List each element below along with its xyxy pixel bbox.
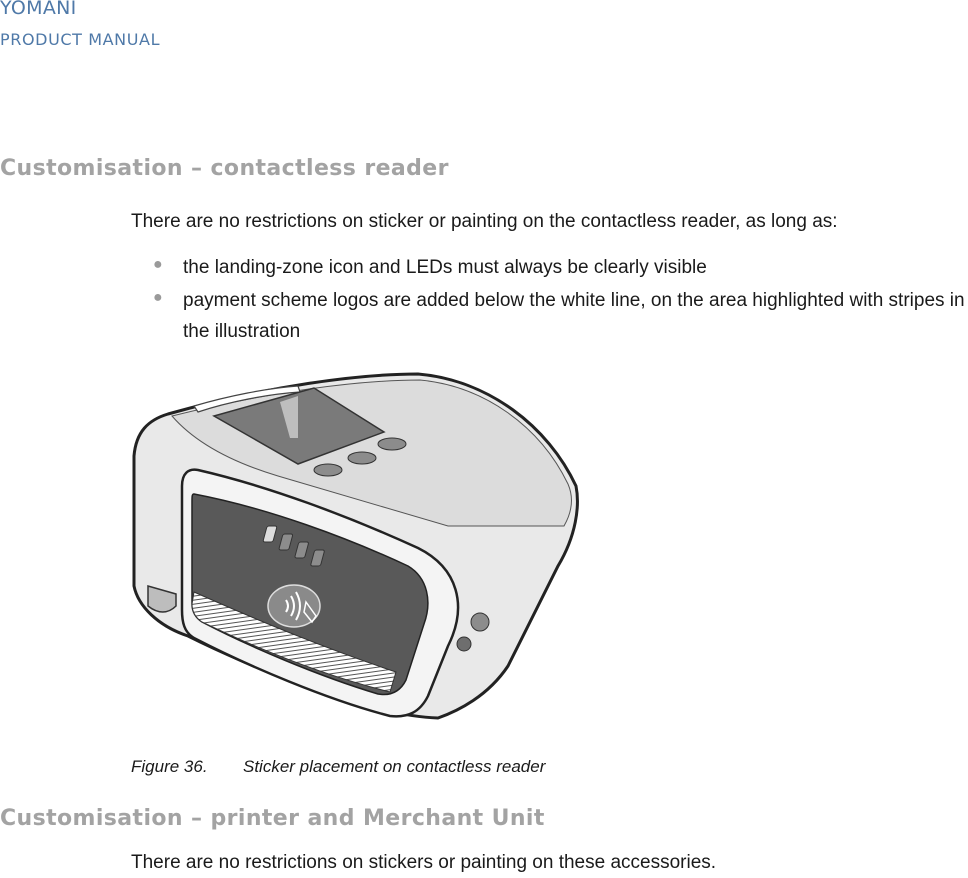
function-button — [348, 452, 376, 464]
list-item-text: the landing-zone icon and LEDs must always be clearly visible — [183, 257, 707, 278]
bullet-icon: ● — [153, 289, 163, 306]
function-button — [314, 464, 342, 476]
header-product-name: YOMANI — [0, 0, 77, 19]
section2-paragraph: There are no restrictions on stickers or painting on these accessories. — [131, 852, 717, 873]
list-item — [131, 252, 968, 283]
section-intro-paragraph: There are no restrictions on sticker or painting on the contactless reader, as long as: — [131, 211, 838, 232]
header-subtitle: PRODUCT MANUAL — [0, 30, 161, 49]
list-item-text: payment scheme logos are added below the white line, on the area highlighted with stripes in the illustration — [183, 290, 965, 342]
side-key — [457, 637, 471, 651]
figure-caption-text: Sticker placement on contactless reader — [243, 757, 546, 776]
side-key — [471, 613, 489, 631]
requirements-list — [131, 252, 968, 349]
function-button — [378, 438, 406, 450]
figure-caption — [131, 757, 545, 777]
section-title-contactless-reader: Customisation – contactless reader — [0, 156, 449, 181]
bullet-icon: ● — [153, 256, 163, 273]
list-item — [131, 285, 968, 347]
section-title-printer-merchant-unit: Customisation – printer and Merchant Unit — [0, 806, 545, 831]
figure-number: Figure 36. — [131, 757, 208, 776]
contactless-reader-illustration — [128, 366, 584, 728]
